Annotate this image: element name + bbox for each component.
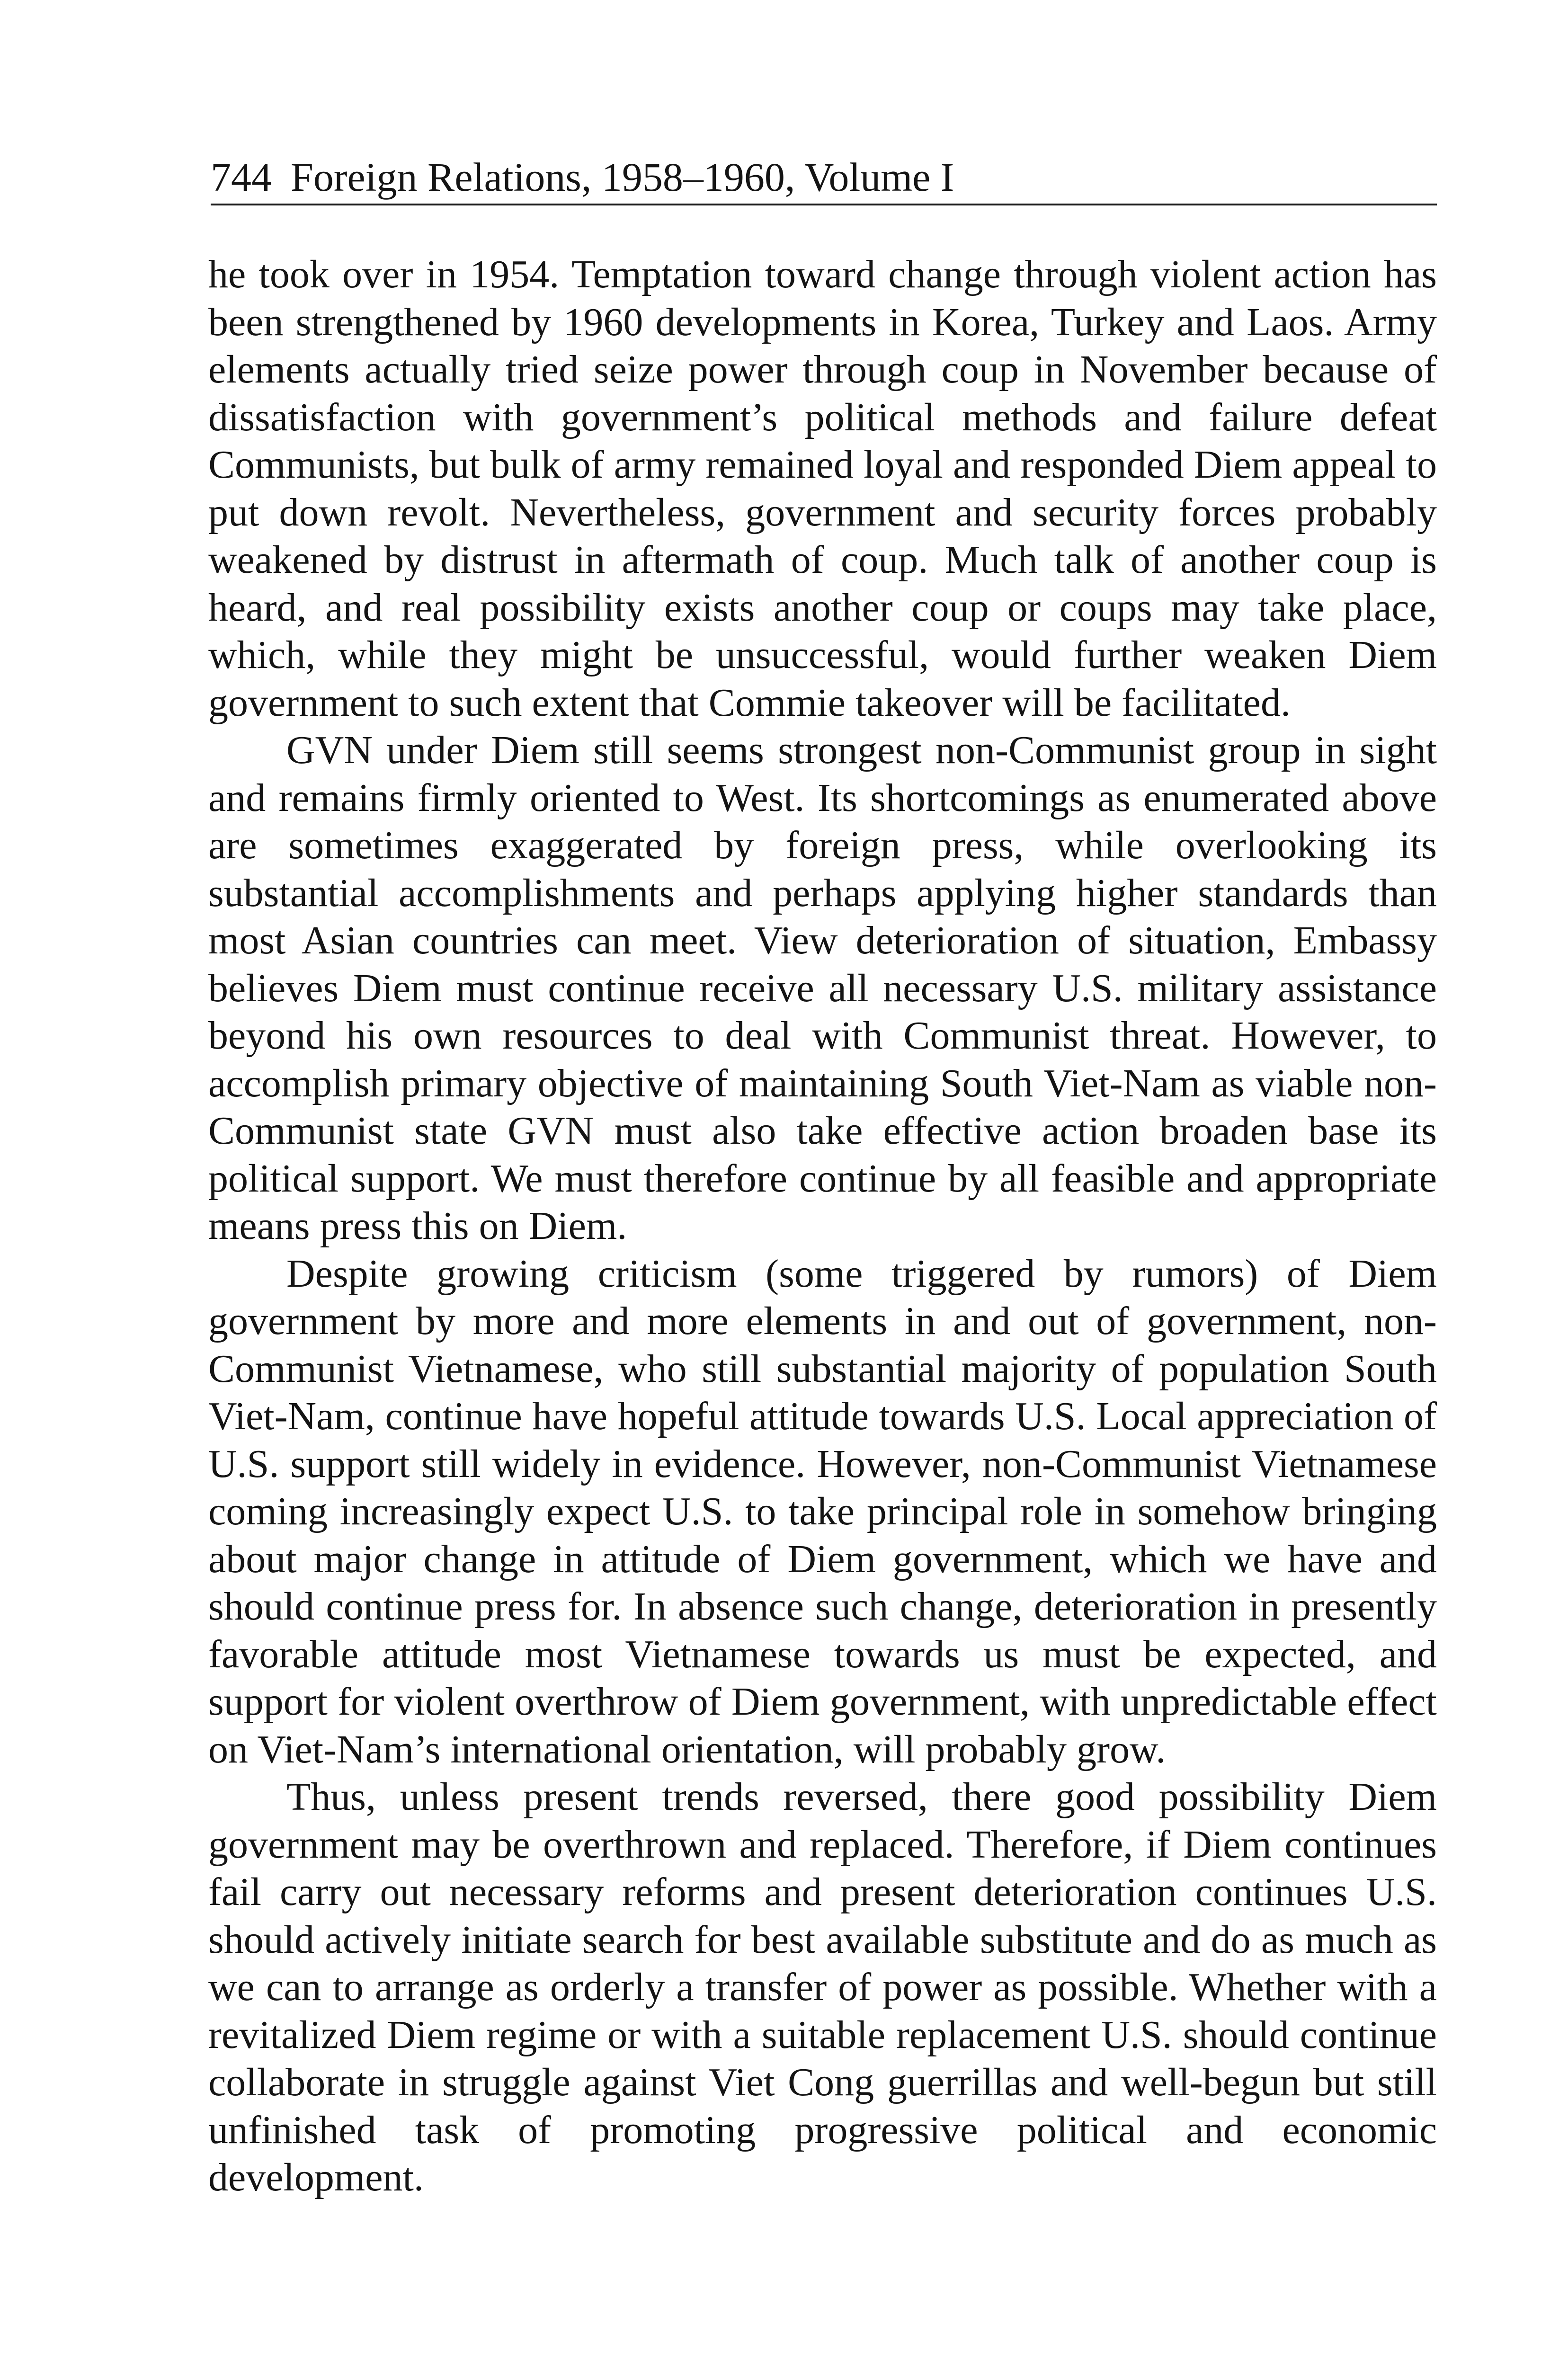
paragraph-continued: he took over in 1954. Temptation toward change through violent action has been strengthened by 1960 developments in Korea, Turkey and Laos. Army elements actually tried seize power through coup in November because of dissatisfaction with government’s political methods and failure defeat Communists, but bulk of army remained loyal and responded Diem appeal to put down revolt. Nevertheless, government and security forces probably weakened by distrust in aftermath of coup. Much talk of another coup is heard, and real possibility exists another coup or coups may take place, which, while they might be unsuccessful, would further weaken Diem government to such extent that Commie takeover will be facilitated. <box>208 252 1437 725</box>
page-number: 744 <box>211 154 272 200</box>
running-head <box>211 151 1437 205</box>
volume-title: Foreign Relations, 1958–1960, Volume I <box>291 154 954 200</box>
paragraph-conclusion: Thus, unless present trends reversed, there good possibility Diem government may be overthrown and replaced. Therefore, if Diem continues fail carry out necessary reforms and present deterioration continues U.S. should actively initiate search for best available substitute and do as much as we can to arrange as orderly a transfer of power as possible. Whether with a revitalized Diem regime or with a suitable replacement U.S. should continue collaborate in struggle against Viet Cong guerrillas and well-begun but still unfinished task of promoting progressive political and economic development. <box>208 1775 1437 2199</box>
paragraph-gvn-under-diem: GVN under Diem still seems strongest non-Communist group in sight and remains firmly oriented to West. Its shortcomings as enumerated above are sometimes exaggerated by foreign press, while overlooking its substantial accomplishments and perhaps applying higher standards than most Asian countries can meet. View deterioration of situation, Embassy believes Diem must continue receive all necessary U.S. military assistance beyond his own resources to deal with Communist threat. However, to accomplish primary objective of maintaining South Viet-Nam as viable non-Communist state GVN must also take effective action broaden base its political support. We must therefore continue by all feasible and appropriate means press this on Diem. <box>208 728 1437 1248</box>
paragraph-growing-criticism: Despite growing criticism (some triggered by rumors) of Diem government by more and more elements in and out of government, non-Communist Vietnamese, who still substantial majority of population South Viet-Nam, continue have hopeful attitude towards U.S. Local appreciation of U.S. support still widely in evidence. However, non-Communist Vietnamese coming increasingly expect U.S. to take principal role in somehow bringing about major change in attitude of Diem government, which we have and should continue press for. In absence such change, deterioration in presently favorable attitude most Vietnamese towards us must be expected, and support for violent overthrow of Diem government, with unpredictable effect on Viet-Nam’s international orientation, will probably grow. <box>208 1251 1437 1771</box>
body-text <box>208 251 1437 2202</box>
